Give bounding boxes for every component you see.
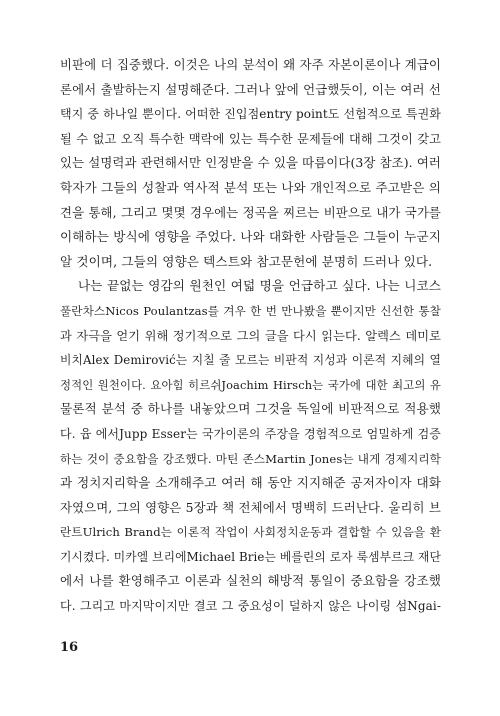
text-line: 론에서 출발하는지 설명해준다. 그러나 앞에 언급했듯이, 이는 여러 선 <box>60 81 441 97</box>
text-line: 정적인 원천이다. 요아힘 히르쉬Joachim Hirsch는 국가에 대한 최고의 유 <box>60 377 441 392</box>
text-line: 기시켰다. 미카엘 브리에Michael Brie는 베를린의 로자 룩셈부르크 재단 <box>60 549 441 564</box>
text-line: 다. 윱 에서Jupp Esser는 국가이론의 주장을 경험적으로 엄밀하게 검증 <box>60 426 441 441</box>
text-line: 비치Alex Demirović는 지칠 줄 모르는 비판적 지성과 이론적 지혜의 열 <box>60 353 441 368</box>
text-line: 학자가 그들의 성찰과 역사적 분석 또는 나와 개인적으로 주고받은 의 <box>60 179 441 195</box>
text-line: 풀란차스Nicos Poulantzas를 겨우 한 번 만나봤을 뿐이지만 신선한 통찰 <box>60 303 441 318</box>
text-line: 있는 설명력과 관련해서만 인정받을 수 있을 따름이다(3장 참조). 여러 <box>60 155 441 171</box>
text-line: 에서 나를 환영해주고 이론과 실천의 해방적 통일이 중요함을 강조했 <box>60 573 441 589</box>
text-line: 비판에 더 집중했다. 이것은 나의 분석이 왜 자주 자본이론이나 계급이 <box>60 57 441 72</box>
page-number: 16 <box>60 640 79 655</box>
text-line: 란트Ulrich Brand는 이론적 작업이 사회정치운동과 결합할 수 있음을 환 <box>60 525 441 540</box>
text-line: 될 수 없고 오직 특수한 맥락에 있는 특수한 문제들에 대해 그것이 갖고 <box>60 131 441 146</box>
text-line: 이해하는 방식에 영향을 주었다. 나와 대화한 사람들은 그들이 누군지 <box>60 229 441 245</box>
body-text <box>60 53 441 619</box>
text-line: 과 자극을 얻기 위해 정기적으로 그의 글을 다시 읽는다. 알렉스 데미로 <box>60 328 441 343</box>
text-line: 과 정치지리학을 소개해주고 여러 해 동안 지지해준 공저자이자 대화 <box>60 475 441 491</box>
text-line: 견을 통해, 그리고 몇몇 경우에는 정곡을 찌르는 비판으로 내가 국가를 <box>60 204 441 220</box>
text-line: 물론적 분석 중 하나를 내놓았으며 그것을 독일에 비판적으로 적용했 <box>60 401 441 417</box>
text-line: 택지 중 하나일 뿐이다. 어떠한 진입점entry point도 선험적으로 특권화 <box>60 107 441 122</box>
text-line: 자였으며, 그의 영향은 5장과 책 전체에서 명백히 드러난다. 울리히 브 <box>60 499 441 515</box>
text-line: 다. 그리고 마지막이지만 결코 그 중요성이 덜하지 않은 나이링 섬Ngai- <box>60 599 441 614</box>
text-line: 나는 끝없는 영감의 원천인 여덟 명을 언급하고 싶다. 나는 니코스 <box>78 278 441 294</box>
text-line: 알 것이며, 그들의 영향은 텍스트와 참고문헌에 분명히 드러나 있다. <box>60 253 433 269</box>
text-line: 하는 것이 중요함을 강조했다. 마틴 존스Martin Jones는 내게 경제지리학 <box>60 451 441 466</box>
